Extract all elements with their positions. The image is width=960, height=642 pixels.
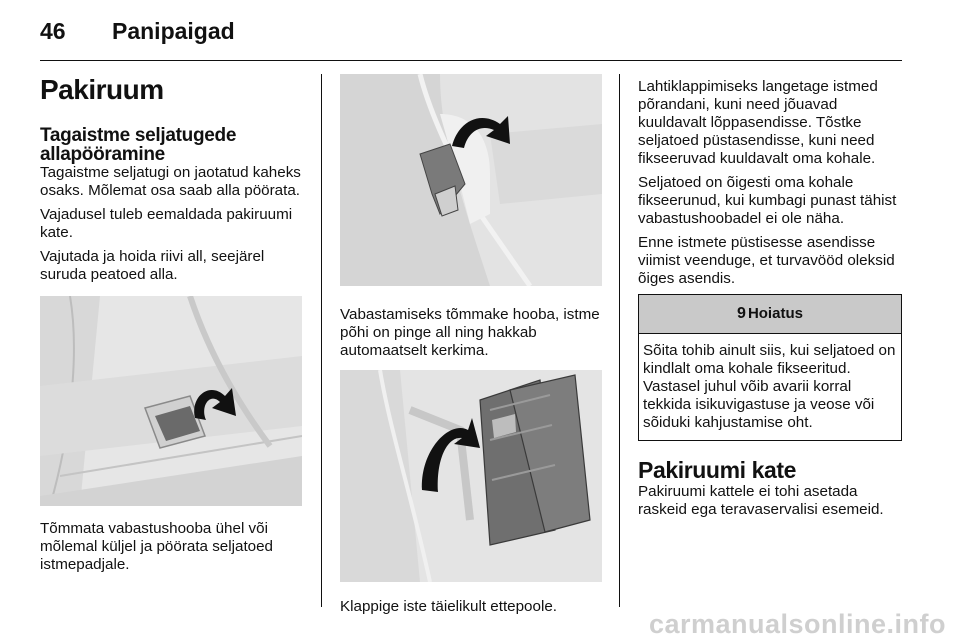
paragraph: Tagaistme seljatugi on jaotatud kaheks osaks. Mõlemat osa saab alla pöörata.: [40, 164, 301, 199]
page-title: Pakiruum: [40, 74, 164, 105]
warning-header: [639, 295, 901, 334]
section-title: Panipaigad: [112, 18, 235, 44]
page-number: 46: [40, 18, 66, 44]
paragraph: Pakiruumi kattele ei tohi asetada raskeid ega teravaservalisi esemeid.: [638, 483, 884, 518]
paragraph: Vajutada ja hoida riivi all, seejärel suruda peatoed alla.: [40, 248, 265, 283]
warning-box: [638, 294, 902, 441]
page-header: [40, 18, 235, 45]
paragraph: Seljatoed on õigesti oma kohale fikseerunud, kui kumbagi punast tähist vabastushoobadel ei ole näha.: [638, 174, 897, 227]
column-divider-2: [619, 74, 620, 607]
figure-caption: Tõmmata vabastushooba ühel või mõlemal küljel ja pöörata seljatoed istmepadjale.: [40, 520, 274, 573]
column-divider-1: [321, 74, 322, 607]
warning-title: Hoiatus: [747, 305, 803, 322]
section-heading: Pakiruumi kate: [638, 457, 797, 483]
paragraph: Enne istmete püstisesse asendisse viimist veenduge, et turvavööd oleksid õiges asendis.: [638, 234, 895, 287]
column-1: [40, 62, 306, 580]
warning-icon: 9: [737, 305, 746, 322]
watermark: carmanualsonline.info: [648, 609, 946, 639]
rear-seat-latch-figure: [40, 296, 302, 506]
seat-fold-forward-figure: [340, 370, 602, 582]
header-rule: [40, 60, 902, 61]
paragraph: Vajadusel tuleb eemaldada pakiruumi kate.: [40, 206, 293, 241]
figure-caption: Vabastamiseks tõmmake hooba, istme põhi on pinge all ning hakkab automaatselt kerkima.: [340, 306, 600, 359]
column-3: [638, 78, 902, 525]
warning-text: Sõita tohib ainult siis, kui seljatoed on kindlalt oma kohale fikseeritud. Vastasel juhul võib avarii korral tekkida isikuvigastuse ja veose või sõiduki kahjustamise oht.: [643, 342, 896, 431]
column-2: [340, 62, 602, 622]
figure-caption: Klappige iste täielikult ettepoole.: [340, 598, 557, 615]
seat-release-lever-figure: [340, 74, 602, 286]
subsection-title: Tagaistme seljatugede allapööramine: [40, 125, 237, 165]
paragraph: Lahtiklappimiseks langetage istmed põrandani, kuni need jõuavad kuuldavalt lõppasendisse. Tõstke seljatoed püstasendisse, kuni need fikseeruvad kuuldavalt oma kohale.: [638, 78, 878, 167]
